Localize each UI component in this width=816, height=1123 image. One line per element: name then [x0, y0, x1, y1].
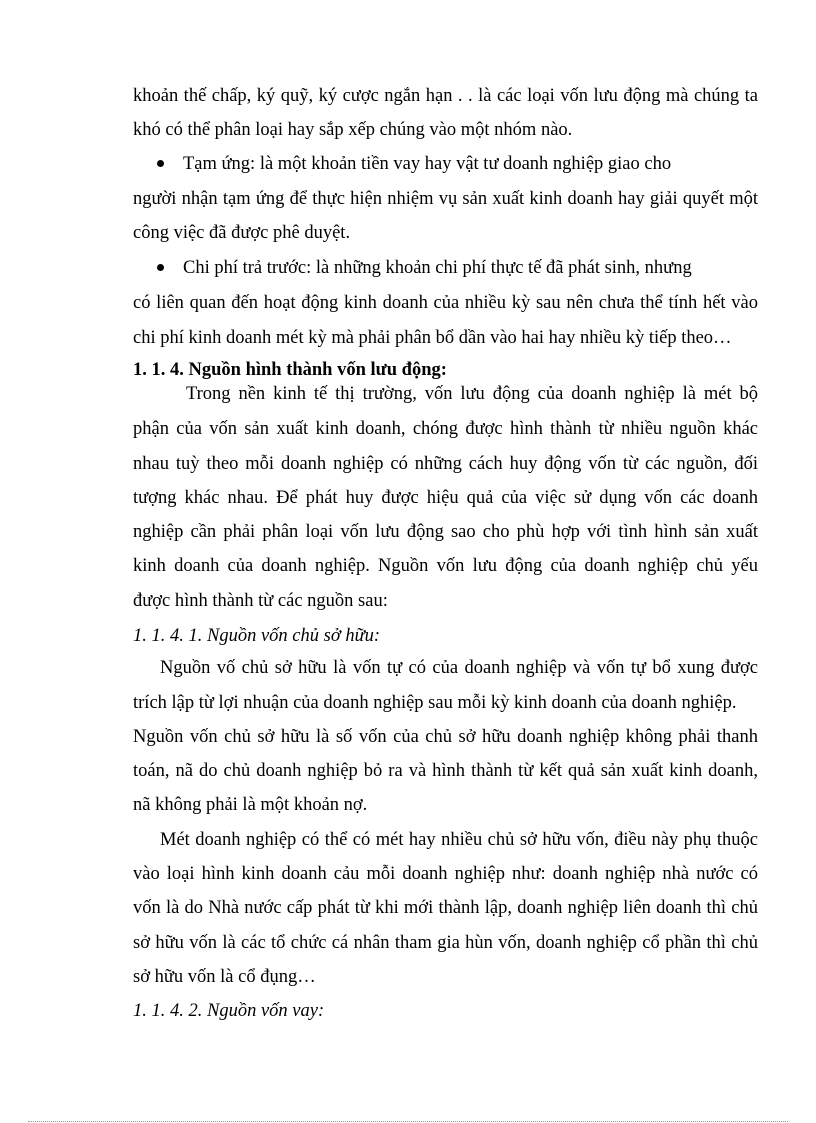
subsection-heading: 1. 1. 4. 1. Nguồn vốn chủ sở hữu: — [133, 626, 381, 646]
text-line: nghiệp cần phải phân loại vốn lưu động sao cho phù hợp với tình hình sản xuất — [133, 522, 758, 542]
text-line: nhau tuỳ theo mỗi doanh nghiệp có những cách huy động vốn từ các nguồn, đối — [133, 454, 758, 474]
text-line: được hình thành từ các nguồn sau: — [133, 591, 388, 611]
text-line: vốn là do Nhà nước cấp phát từ khi mới thành lập, doanh nghiệp liên doanh thì chủ — [133, 898, 758, 918]
bullet-icon — [157, 264, 164, 271]
paragraph-first-line: Trong nền kinh tế thị trường, vốn lưu động của doanh nghiệp là mét bộ — [186, 384, 758, 404]
text-line: vào loại hình kinh doanh cảu mỗi doanh nghiệp như: doanh nghiệp nhà nước có — [133, 864, 758, 884]
bullet-item-text: Chi phí trả trước: là những khoản chi phí thực tế đã phát sinh, nhưng — [183, 258, 692, 278]
section-heading: 1. 1. 4. Nguồn hình thành vốn lưu động: — [133, 360, 447, 380]
paragraph-first-line: Mét doanh nghiệp có thể có mét hay nhiều chủ sở hữu vốn, điều này phụ thuộc — [160, 830, 758, 850]
text-line: toán, nã do chủ doanh nghiệp bỏ ra và hình thành từ kết quả sản xuất kinh doanh, — [133, 761, 758, 781]
paragraph-first-line: Nguồn vố chủ sở hữu là vốn tự có của doanh nghiệp và vốn tự bổ xung được — [160, 658, 758, 678]
text-line: kinh doanh của doanh nghiệp. Nguồn vốn lưu động của doanh nghiệp chủ yếu — [133, 556, 758, 576]
subsection-heading: 1. 1. 4. 2. Nguồn vốn vay: — [133, 1001, 325, 1021]
text-line: chi phí kinh doanh mét kỳ mà phải phân bổ dần vào hai hay nhiều kỳ tiếp theo… — [133, 328, 732, 348]
text-line: khoản thế chấp, ký quỹ, ký cược ngắn hạn . . là các loại vốn lưu động mà chúng ta — [133, 86, 758, 106]
text-line: Nguồn vốn chủ sở hữu là số vốn của chủ sở hữu doanh nghiệp không phải thanh — [133, 727, 758, 747]
text-line: khó có thể phân loại hay sắp xếp chúng vào một nhóm nào. — [133, 120, 573, 140]
text-line: công việc đã được phê duyệt. — [133, 223, 351, 243]
text-line: trích lập từ lợi nhuận của doanh nghiệp sau mỗi kỳ kinh doanh của doanh nghiệp. — [133, 693, 737, 713]
text-line: nã không phải là một khoản nợ. — [133, 795, 368, 815]
text-line: người nhận tạm ứng để thực hiện nhiệm vụ sản xuất kinh doanh hay giải quyết một — [133, 189, 758, 209]
text-line: có liên quan đến hoạt động kinh doanh của nhiều kỳ sau nên chưa thể tính hết vào — [133, 293, 758, 313]
text-line: sở hữu vốn là cổ đụng… — [133, 967, 316, 987]
text-line: tượng khác nhau. Để phát huy được hiệu quả của việc sử dụng vốn các doanh — [133, 488, 758, 508]
bullet-icon — [157, 160, 164, 167]
bullet-item-text: Tạm ứng: là một khoản tiền vay hay vật tư doanh nghiệp giao cho — [183, 154, 672, 174]
text-line: sở hữu vốn là các tổ chức cá nhân tham gia hùn vốn, doanh nghiệp cổ phần thì chủ — [133, 933, 758, 953]
text-line: phận của vốn sản xuất kinh doanh, chóng được hình thành từ nhiều nguồn khác — [133, 419, 758, 439]
footer-divider — [28, 1121, 788, 1122]
